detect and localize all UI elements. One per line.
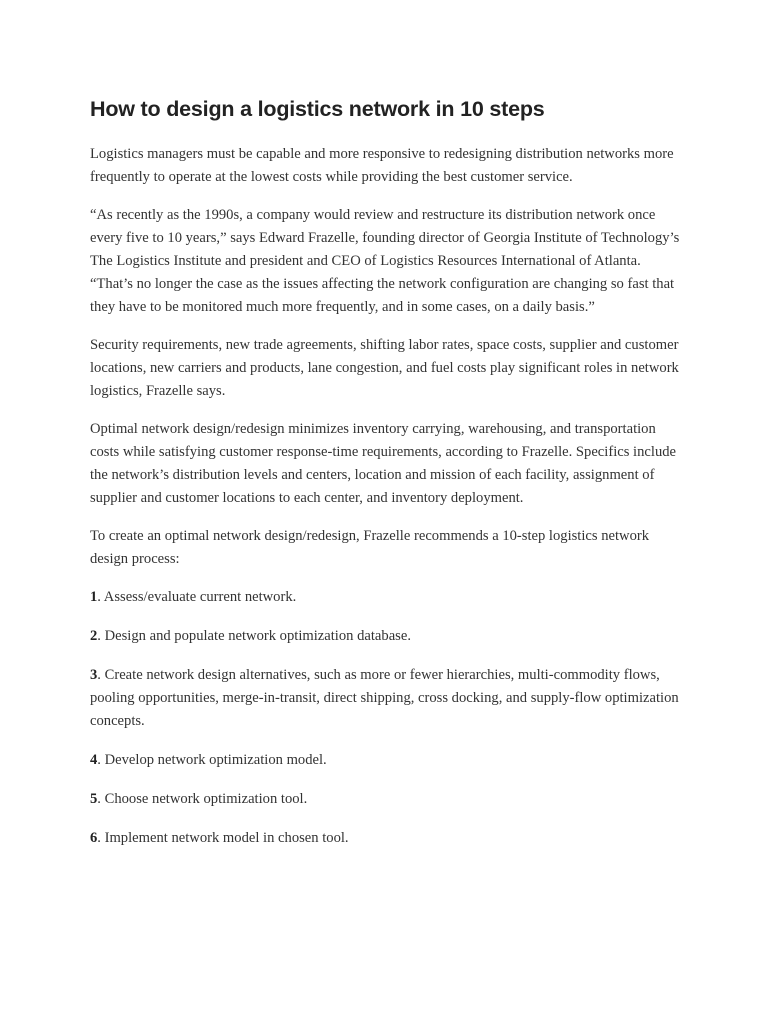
step-number: 4 — [90, 752, 98, 768]
step-item: 3. Create network design alternatives, such as more or fewer hierarchies, multi-commodity flows, pooling opportunities, merge-in-transit, direct shipping, cross docking, and supply-flow optimization concepts. — [90, 667, 679, 729]
step-text: Choose network optimization tool. — [104, 791, 308, 807]
step-text: Implement network model in chosen tool. — [104, 830, 349, 846]
paragraph-process-intro: To create an optimal network design/redesign, Frazelle recommends a 10-step logistics network design process: — [90, 528, 650, 567]
step-number: 1 — [90, 589, 98, 605]
step-text: Create network design alternatives, such as more or fewer hierarchies, multi-commodity flows, pooling opportunities, merge-in-transit, direct shipping, cross docking, and supply-flow optimization concepts. — [90, 667, 679, 729]
step-item: 2. Design and populate network optimization database. — [90, 628, 411, 644]
step-item: 4. Develop network optimization model. — [90, 752, 327, 768]
article — [90, 95, 680, 866]
step-item: 6. Implement network model in chosen tool. — [90, 830, 349, 846]
paragraph-quote: “As recently as the 1990s, a company would review and restructure its distribution network once every five to 10 years,” says Edward Frazelle, founding director of Georgia Institute of Technology’s The Logistics Institute and president and CEO of Logistics Resources International of Atlanta. “That’s no longer the case as the issues affecting the network configuration are changing so fast that they have to be monitored much more frequently, and in some cases, on a daily basis.” — [90, 207, 680, 315]
step-item: 5. Choose network optimization tool. — [90, 791, 308, 807]
step-number: 5 — [90, 791, 98, 807]
article-title: How to design a logistics network in 10 steps — [90, 97, 545, 121]
step-text: Assess/evaluate current network. — [103, 589, 297, 605]
step-number: 3 — [90, 667, 98, 683]
step-number: 6 — [90, 830, 98, 846]
paragraph-intro: Logistics managers must be capable and more responsive to redesigning distribution networks more frequently to operate at the lowest costs while providing the best customer service. — [90, 146, 674, 185]
step-text: Develop network optimization model. — [104, 752, 327, 768]
paragraph-optimal-design: Optimal network design/redesign minimizes inventory carrying, warehousing, and transportation costs while satisfying customer response-time requirements, according to Frazelle. Specifics include the network’s distribution levels and centers, location and mission of each facility, assignment of supplier and customer locations to each center, and inventory deployment. — [90, 421, 677, 506]
paragraph-factors: Security requirements, new trade agreements, shifting labor rates, space costs, supplier and customer locations, new carriers and products, lane congestion, and fuel costs play significant roles in network logistics, Frazelle says. — [90, 337, 679, 399]
step-number: 2 — [90, 628, 98, 644]
step-text: Design and populate network optimization database. — [104, 628, 411, 644]
step-item: 1. Assess/evaluate current network. — [90, 589, 297, 605]
